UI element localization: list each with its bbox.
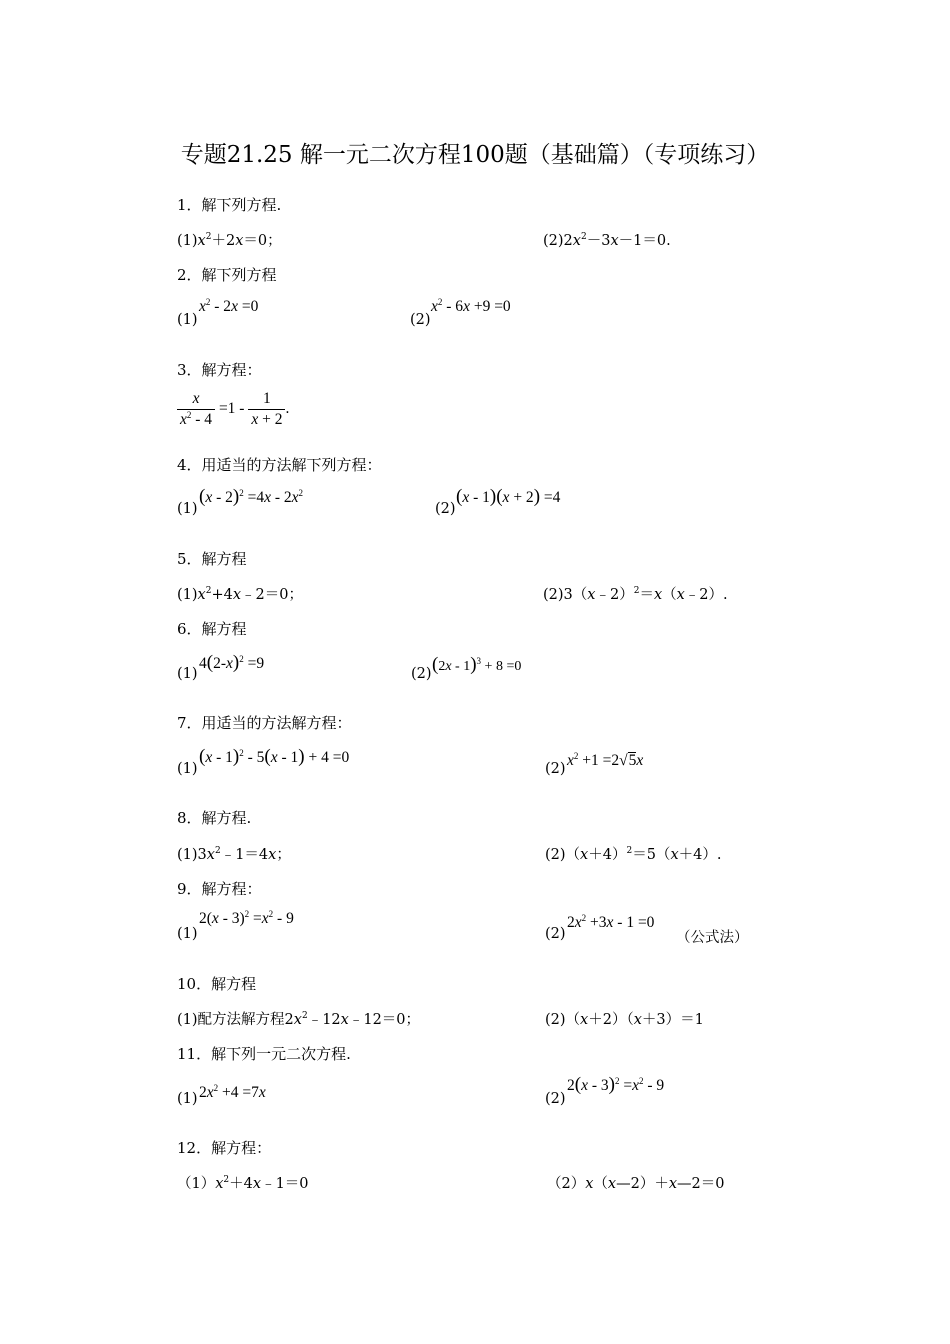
q7-part2-equation: $x^2 +1 =2√5x$ <box>567 751 644 769</box>
q4-part1-equation: $(x - 2)^2 =4x - 2x^2$ <box>199 486 304 507</box>
q9-part1-label: (1) <box>177 926 198 942</box>
q8-part2-period: . <box>716 847 722 863</box>
question-4-heading: 4．用适当的方法解下列方程： <box>177 456 382 474</box>
q11-part2-label: (2) <box>545 1091 566 1107</box>
q5-part2-period: . <box>723 587 728 603</box>
q8-part2: $(2)(x+4)^2=5(x+4)$. <box>545 846 722 863</box>
q8-part1-label: (1) <box>177 847 198 863</box>
question-8-heading: 8．解方程. <box>177 809 252 827</box>
question-9-heading: 9．解方程： <box>177 880 262 898</box>
q2-part2-label: (2) <box>410 312 431 328</box>
q2-part1-equation: $x^2 - 2x =0$ <box>199 297 259 315</box>
q3-fraction-left: $\frac{x}{x^2 - 4}$ <box>177 389 215 430</box>
q4-part1-label: (1) <box>177 501 198 517</box>
q11-part2-equation: $2(x - 3)^2 =x^2 - 9$ <box>567 1074 665 1095</box>
question-11-heading: 11．解下列一元二次方程. <box>177 1045 351 1063</box>
q10-part1-label: (1) <box>177 1012 198 1028</box>
q5-part1-label: (1) <box>177 587 198 603</box>
page-title: 专题21.25 解一元二次方程100题（基础篇）（专项练习） <box>180 142 770 168</box>
q1-part2-label: (2) <box>543 233 564 249</box>
q3-equation: $\frac{x}{x^2 - 4}$ =1 - $\frac{1}{x + 2}$ . <box>177 389 289 430</box>
q6-part1-label: (1) <box>177 666 198 682</box>
q7-part1-label: (1) <box>177 761 198 777</box>
sqrt-sign: √ <box>619 752 628 769</box>
q1-part1: $(1)x^2+2x=0$； <box>177 232 282 249</box>
q5-part1: $(1)x^2+4x﹣2=0$； <box>177 586 303 603</box>
q12-part1-label: （1） <box>177 1176 216 1192</box>
q2-part1-label: (1) <box>177 312 198 328</box>
q7-part1-equation: (x - 1)$^2$ - 5(x - 1) + 4 =0 <box>199 746 350 767</box>
q5-part2-label: (2) <box>543 587 564 603</box>
q3-period: . <box>285 400 290 418</box>
q12-part2-label: （2） <box>547 1176 586 1192</box>
q11-part1-label: (1) <box>177 1091 198 1107</box>
q1-part2-period: . <box>666 233 671 249</box>
q6-part2-equation: (2x - 1)$^3$ + 8 =0 <box>432 654 522 675</box>
q1-part1-label: (1) <box>177 233 198 249</box>
question-10-heading: 10．解方程 <box>177 975 257 993</box>
q10-part2-label: (2) <box>545 1012 566 1028</box>
q10-part2: (2)（x＋2）（x＋3）＝1 <box>545 1012 704 1028</box>
q11-part1-equation: $2x^2 +4 =7x$ <box>199 1083 266 1101</box>
question-1-heading: 1．解下列方程. <box>177 196 282 214</box>
q6-part2-label: (2) <box>411 666 432 682</box>
q9-part2-equation: $2x^2 +3x - 1 =0$ <box>567 913 655 931</box>
question-7-heading: 7．用适当的方法解方程： <box>177 714 352 732</box>
q7-part2-label: (2) <box>545 761 566 777</box>
q8-part2-label: (2) <box>545 847 566 863</box>
sqrt-radicand: 5 <box>628 752 637 769</box>
q9-part2-label: (2) <box>545 926 566 942</box>
question-2-heading: 2．解下列方程 <box>177 266 277 284</box>
q9-part1-equation: $2(x - 3)^2 =x^2 - 9$ <box>199 909 294 927</box>
q9-part2-note: （公式法） <box>676 930 749 946</box>
q10-part1-text: 配方法解方程 <box>197 1012 285 1028</box>
q3-fraction-right: $\frac{1}{x + 2}$ <box>248 389 285 430</box>
q12-part2: （2）x（x—2）＋x—2＝0 <box>547 1176 725 1192</box>
question-12-heading: 12．解方程： <box>177 1139 272 1157</box>
q4-part2-label: (2) <box>435 501 456 517</box>
question-5-heading: 5．解方程 <box>177 550 247 568</box>
q8-part1: $(1)3x^2﹣1=4x$； <box>177 846 291 863</box>
q1-part2: $(2)2x^2-3x-1=0$. <box>543 232 671 249</box>
q6-part1-equation: $4(2-x)^2 =9$ <box>199 652 265 673</box>
q4-part2-equation: (x - 1)(x + 2) =4 <box>456 486 561 507</box>
q5-part2: (2)3（x﹣2）$^2$＝x（x﹣2）. <box>543 586 728 603</box>
q10-part1: (1)配方法解方程$2x^2﹣12x﹣12=0$； <box>177 1011 421 1028</box>
question-3-heading: 3．解方程： <box>177 361 262 379</box>
question-6-heading: 6．解方程 <box>177 620 247 638</box>
q2-part2-equation: $x^2 - 6x +9 =0$ <box>431 297 511 315</box>
q12-part1: $(1)x^2+4x﹣1=0$ <box>177 1175 309 1192</box>
